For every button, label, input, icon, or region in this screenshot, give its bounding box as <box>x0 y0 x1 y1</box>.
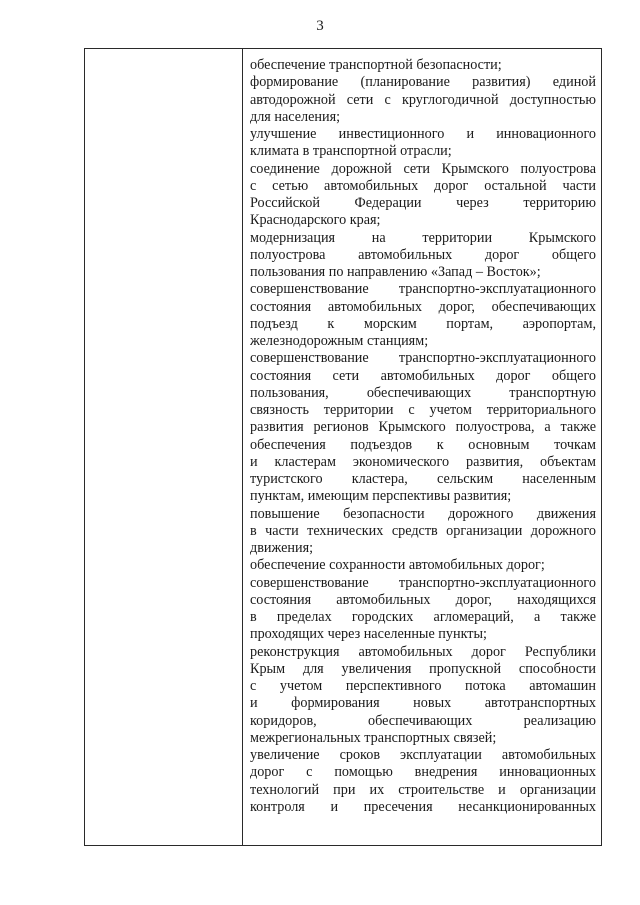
text-line: межрегиональных транспортных связей; <box>250 729 497 746</box>
text-line: автодорожной сети с круглогодичной доступностью <box>250 91 596 108</box>
text-line: повышение безопасности дорожного движения <box>250 505 596 522</box>
text-line: с учетом перспективного потока автомашин <box>250 678 596 694</box>
text-line: и кластерам экономического развития, объектам <box>250 453 596 470</box>
text-line: формирование (планирование развития) единой <box>250 74 596 91</box>
text-line: Краснодарского края; <box>250 212 381 229</box>
text-line: туристского кластера, сельским населенным <box>250 471 596 487</box>
text-line: пользования по направлению «Запад – Восток»; <box>250 264 541 280</box>
text-line: состояния сети автомобильных дорог общего <box>250 367 596 384</box>
text-line: движения; <box>250 540 314 556</box>
text-line: совершенствование транспортно-эксплуатационного <box>250 350 596 367</box>
text-line: железнодорожным станциям; <box>250 333 429 349</box>
text-line: Крым для увеличения пропускной способности <box>250 660 596 677</box>
page-number: 3 <box>316 18 324 34</box>
text-line: совершенствование транспортно-эксплуатационного <box>250 574 596 591</box>
text-line: обеспечения подъездов к основным точкам <box>250 436 596 453</box>
text-line: пунктам, имеющим перспективы развития; <box>250 488 512 505</box>
text-line: соединение дорожной сети Крымского полуострова <box>250 160 596 177</box>
document-table <box>84 48 602 846</box>
text-line: обеспечение транспортной безопасности; <box>250 57 502 73</box>
text-line: коридоров, обеспечивающих реализацию <box>250 712 596 729</box>
text-line: контроля и пресечения несанкционированных <box>250 798 596 815</box>
text-line: в пределах городских агломераций, а также <box>250 609 596 625</box>
text-line: состояния автомобильных дорог, обеспечивающих <box>250 298 596 315</box>
text-line: связность территории с учетом территориального <box>250 402 596 418</box>
text-line: Российской Федерации через территорию <box>250 195 596 211</box>
text-line: климата в транспортной отрасли; <box>250 143 452 160</box>
text-line: реконструкция автомобильных дорог Республики <box>250 643 596 660</box>
text-line: развития регионов Крымского полуострова, а также <box>250 419 596 436</box>
measures-list <box>250 57 596 816</box>
text-line: совершенствование транспортно-эксплуатационного <box>250 281 596 298</box>
text-line: полуострова автомобильных дорог общего <box>250 246 596 263</box>
text-line: в части технических средств организации дорожного <box>250 522 596 539</box>
text-line: с сетью автомобильных дорог остальной части <box>250 177 596 194</box>
text-line: увеличение сроков эксплуатации автомобильных <box>250 747 596 763</box>
text-line: модернизация на территории Крымского <box>250 229 596 246</box>
text-line: и формирования новых автотранспортных <box>250 695 596 712</box>
text-line: улучшение инвестиционного и инновационного <box>250 126 596 142</box>
text-line: технологий при их строительстве и организации <box>250 781 596 798</box>
text-line: для населения; <box>250 108 341 125</box>
text-line: подъезд к морским портам, аэропортам, <box>250 315 596 332</box>
column-divider <box>242 49 243 845</box>
text-line: состояния автомобильных дорог, находящихся <box>250 591 596 608</box>
text-line: дорог с помощью внедрения инновационных <box>250 764 596 781</box>
text-line: пользования, обеспечивающих транспортную <box>250 384 596 401</box>
text-line: обеспечение сохранности автомобильных дорог; <box>250 557 545 574</box>
text-line: проходящих через населенные пункты; <box>250 626 487 643</box>
